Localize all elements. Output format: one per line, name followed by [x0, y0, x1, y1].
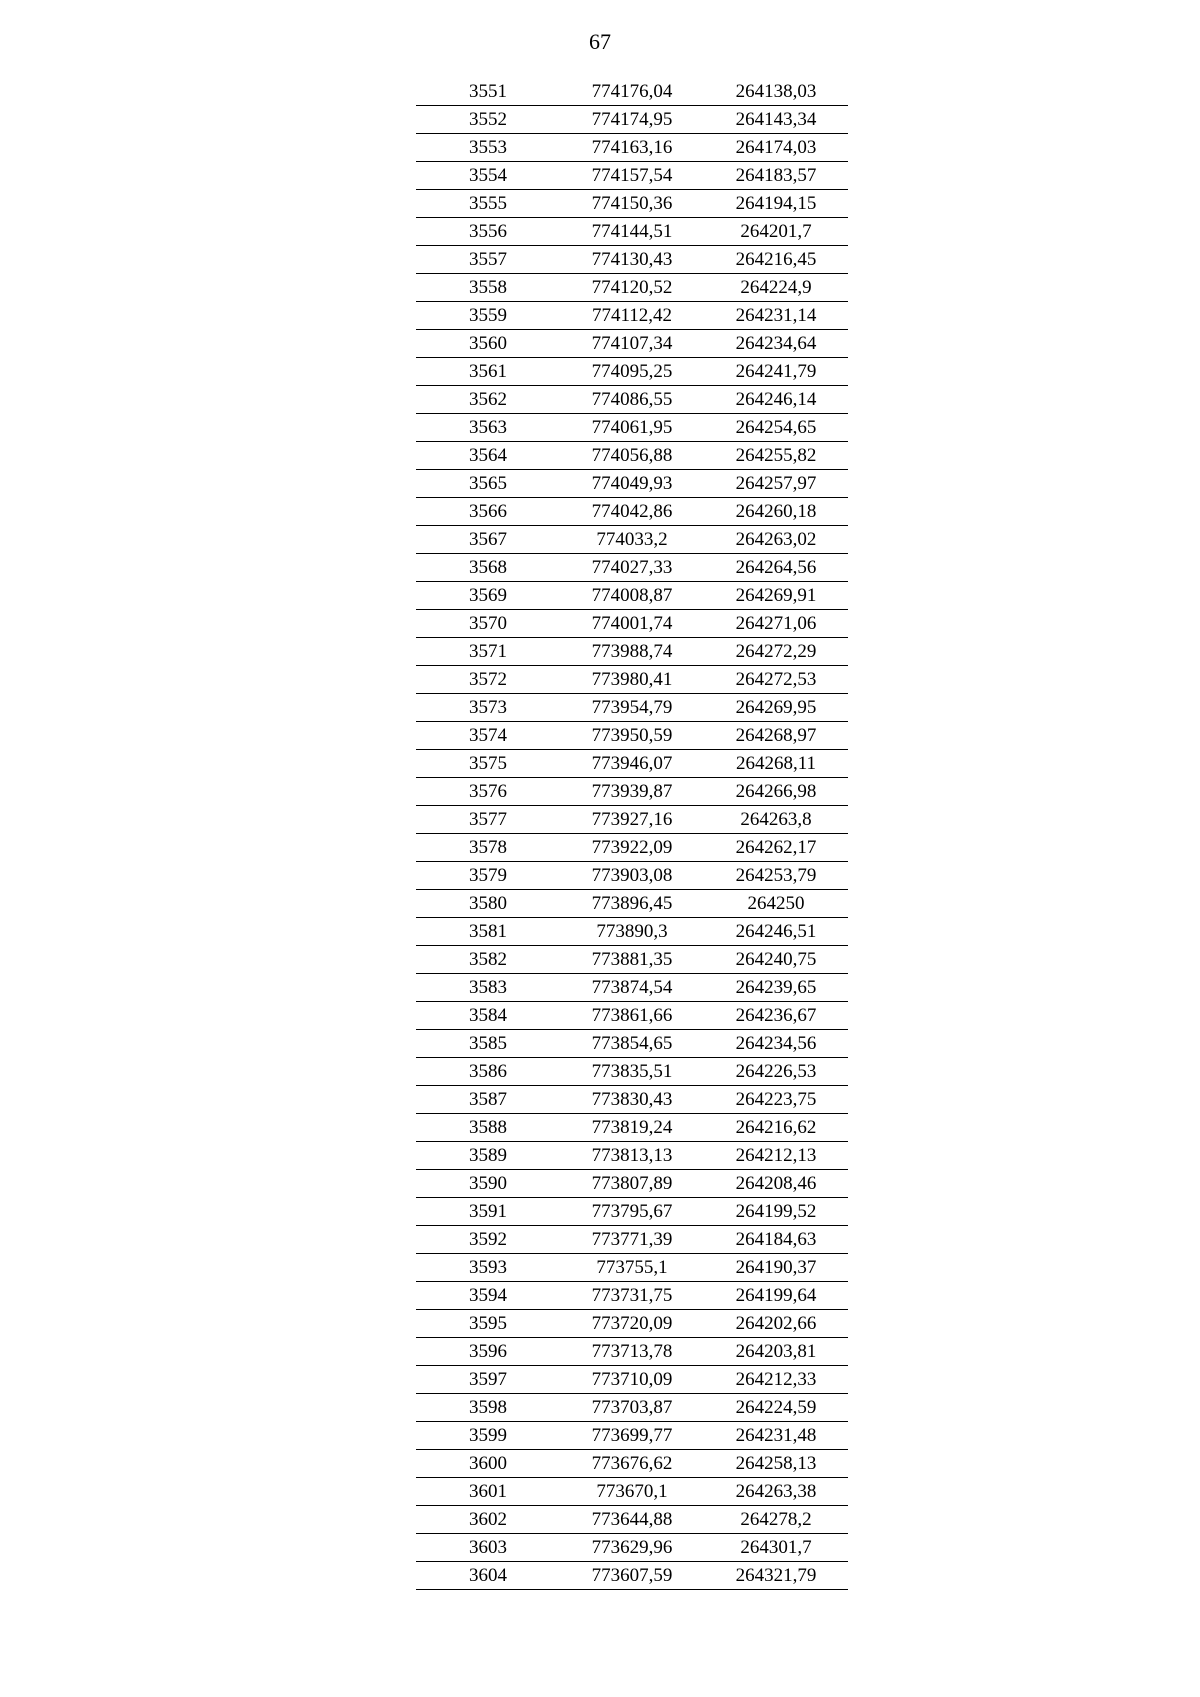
y-coordinate-cell: 264301,7: [704, 1534, 848, 1562]
x-coordinate-cell: 773890,3: [560, 918, 704, 946]
table-row: [416, 666, 848, 694]
table-row: [416, 974, 848, 1002]
x-coordinate-cell: 773676,62: [560, 1450, 704, 1478]
table-row: [416, 1198, 848, 1226]
point-number-cell: 3557: [416, 246, 560, 274]
point-number-cell: 3586: [416, 1058, 560, 1086]
x-coordinate-cell: 773607,59: [560, 1562, 704, 1590]
table-row: [416, 778, 848, 806]
x-coordinate-cell: 774056,88: [560, 442, 704, 470]
y-coordinate-cell: 264255,82: [704, 442, 848, 470]
x-coordinate-cell: 774157,54: [560, 162, 704, 190]
x-coordinate-cell: 773813,13: [560, 1142, 704, 1170]
table-row: [416, 806, 848, 834]
table-row: [416, 1422, 848, 1450]
x-coordinate-cell: 774150,36: [560, 190, 704, 218]
x-coordinate-cell: 774061,95: [560, 414, 704, 442]
x-coordinate-cell: 773807,89: [560, 1170, 704, 1198]
y-coordinate-cell: 264234,64: [704, 330, 848, 358]
table-row: [416, 1142, 848, 1170]
x-coordinate-cell: 774001,74: [560, 610, 704, 638]
table-row: [416, 442, 848, 470]
point-number-cell: 3576: [416, 778, 560, 806]
x-coordinate-cell: 774112,42: [560, 302, 704, 330]
point-number-cell: 3587: [416, 1086, 560, 1114]
point-number-cell: 3601: [416, 1478, 560, 1506]
x-coordinate-cell: 773939,87: [560, 778, 704, 806]
table-row: [416, 162, 848, 190]
point-number-cell: 3574: [416, 722, 560, 750]
y-coordinate-cell: 264268,11: [704, 750, 848, 778]
y-coordinate-cell: 264260,18: [704, 498, 848, 526]
x-coordinate-cell: 773629,96: [560, 1534, 704, 1562]
point-number-cell: 3570: [416, 610, 560, 638]
point-number-cell: 3594: [416, 1282, 560, 1310]
x-coordinate-cell: 774086,55: [560, 386, 704, 414]
point-number-cell: 3556: [416, 218, 560, 246]
table-row: [416, 1058, 848, 1086]
table-row: [416, 106, 848, 134]
point-number-cell: 3563: [416, 414, 560, 442]
x-coordinate-cell: 773980,41: [560, 666, 704, 694]
x-coordinate-cell: 773874,54: [560, 974, 704, 1002]
point-number-cell: 3582: [416, 946, 560, 974]
table-row: [416, 554, 848, 582]
table-row: [416, 1478, 848, 1506]
y-coordinate-cell: 264268,97: [704, 722, 848, 750]
x-coordinate-cell: 773927,16: [560, 806, 704, 834]
x-coordinate-cell: 773720,09: [560, 1310, 704, 1338]
y-coordinate-cell: 264201,7: [704, 218, 848, 246]
table-row: [416, 358, 848, 386]
y-coordinate-cell: 264138,03: [704, 78, 848, 106]
x-coordinate-cell: 773835,51: [560, 1058, 704, 1086]
y-coordinate-cell: 264272,29: [704, 638, 848, 666]
point-number-cell: 3580: [416, 890, 560, 918]
table-row: [416, 1338, 848, 1366]
x-coordinate-cell: 773950,59: [560, 722, 704, 750]
x-coordinate-cell: 774176,04: [560, 78, 704, 106]
point-number-cell: 3596: [416, 1338, 560, 1366]
x-coordinate-cell: 774174,95: [560, 106, 704, 134]
x-coordinate-cell: 773988,74: [560, 638, 704, 666]
point-number-cell: 3589: [416, 1142, 560, 1170]
point-number-cell: 3553: [416, 134, 560, 162]
coordinates-table: [416, 78, 848, 1590]
point-number-cell: 3583: [416, 974, 560, 1002]
point-number-cell: 3564: [416, 442, 560, 470]
point-number-cell: 3569: [416, 582, 560, 610]
x-coordinate-cell: 773922,09: [560, 834, 704, 862]
y-coordinate-cell: 264253,79: [704, 862, 848, 890]
table-row: [416, 498, 848, 526]
y-coordinate-cell: 264271,06: [704, 610, 848, 638]
point-number-cell: 3562: [416, 386, 560, 414]
x-coordinate-cell: 774107,34: [560, 330, 704, 358]
table-row: [416, 1394, 848, 1422]
y-coordinate-cell: 264143,34: [704, 106, 848, 134]
y-coordinate-cell: 264183,57: [704, 162, 848, 190]
x-coordinate-cell: 773861,66: [560, 1002, 704, 1030]
table-row: [416, 1534, 848, 1562]
x-coordinate-cell: 774008,87: [560, 582, 704, 610]
x-coordinate-cell: 774033,2: [560, 526, 704, 554]
y-coordinate-cell: 264203,81: [704, 1338, 848, 1366]
y-coordinate-cell: 264194,15: [704, 190, 848, 218]
point-number-cell: 3593: [416, 1254, 560, 1282]
point-number-cell: 3555: [416, 190, 560, 218]
point-number-cell: 3565: [416, 470, 560, 498]
table-row: [416, 582, 848, 610]
table-row: [416, 274, 848, 302]
x-coordinate-cell: 773881,35: [560, 946, 704, 974]
y-coordinate-cell: 264246,51: [704, 918, 848, 946]
x-coordinate-cell: 773703,87: [560, 1394, 704, 1422]
table-row: [416, 526, 848, 554]
y-coordinate-cell: 264212,33: [704, 1366, 848, 1394]
coordinates-table-body: [416, 78, 848, 1590]
y-coordinate-cell: 264263,8: [704, 806, 848, 834]
y-coordinate-cell: 264272,53: [704, 666, 848, 694]
point-number-cell: 3600: [416, 1450, 560, 1478]
y-coordinate-cell: 264216,45: [704, 246, 848, 274]
table-row: [416, 750, 848, 778]
page-number: 67: [589, 29, 611, 54]
point-number-cell: 3581: [416, 918, 560, 946]
point-number-cell: 3603: [416, 1534, 560, 1562]
table-row: [416, 834, 848, 862]
table-row: [416, 1310, 848, 1338]
point-number-cell: 3599: [416, 1422, 560, 1450]
table-row: [416, 1254, 848, 1282]
x-coordinate-cell: 773819,24: [560, 1114, 704, 1142]
point-number-cell: 3585: [416, 1030, 560, 1058]
x-coordinate-cell: 774163,16: [560, 134, 704, 162]
y-coordinate-cell: 264262,17: [704, 834, 848, 862]
point-number-cell: 3597: [416, 1366, 560, 1394]
y-coordinate-cell: 264231,14: [704, 302, 848, 330]
point-number-cell: 3551: [416, 78, 560, 106]
table-row: [416, 386, 848, 414]
point-number-cell: 3575: [416, 750, 560, 778]
x-coordinate-cell: 773946,07: [560, 750, 704, 778]
table-row: [416, 1226, 848, 1254]
x-coordinate-cell: 773710,09: [560, 1366, 704, 1394]
y-coordinate-cell: 264321,79: [704, 1562, 848, 1590]
x-coordinate-cell: 773731,75: [560, 1282, 704, 1310]
x-coordinate-cell: 773795,67: [560, 1198, 704, 1226]
table-row: [416, 946, 848, 974]
point-number-cell: 3591: [416, 1198, 560, 1226]
y-coordinate-cell: 264239,65: [704, 974, 848, 1002]
y-coordinate-cell: 264263,02: [704, 526, 848, 554]
table-row: [416, 246, 848, 274]
table-row: [416, 1450, 848, 1478]
y-coordinate-cell: 264174,03: [704, 134, 848, 162]
point-number-cell: 3602: [416, 1506, 560, 1534]
y-coordinate-cell: 264264,56: [704, 554, 848, 582]
y-coordinate-cell: 264263,38: [704, 1478, 848, 1506]
y-coordinate-cell: 264208,46: [704, 1170, 848, 1198]
table-row: [416, 694, 848, 722]
y-coordinate-cell: 264236,67: [704, 1002, 848, 1030]
point-number-cell: 3592: [416, 1226, 560, 1254]
point-number-cell: 3568: [416, 554, 560, 582]
table-row: [416, 1086, 848, 1114]
point-number-cell: 3572: [416, 666, 560, 694]
y-coordinate-cell: 264234,56: [704, 1030, 848, 1058]
point-number-cell: 3567: [416, 526, 560, 554]
table-row: [416, 1506, 848, 1534]
y-coordinate-cell: 264190,37: [704, 1254, 848, 1282]
y-coordinate-cell: 264254,65: [704, 414, 848, 442]
y-coordinate-cell: 264240,75: [704, 946, 848, 974]
table-row: [416, 1562, 848, 1590]
y-coordinate-cell: 264202,66: [704, 1310, 848, 1338]
point-number-cell: 3595: [416, 1310, 560, 1338]
table-row: [416, 890, 848, 918]
x-coordinate-cell: 773670,1: [560, 1478, 704, 1506]
y-coordinate-cell: 264223,75: [704, 1086, 848, 1114]
table-row: [416, 610, 848, 638]
x-coordinate-cell: 774095,25: [560, 358, 704, 386]
point-number-cell: 3604: [416, 1562, 560, 1590]
x-coordinate-cell: 773903,08: [560, 862, 704, 890]
table-row: [416, 330, 848, 358]
y-coordinate-cell: 264226,53: [704, 1058, 848, 1086]
point-number-cell: 3566: [416, 498, 560, 526]
table-row: [416, 134, 848, 162]
table-row: [416, 190, 848, 218]
table-row: [416, 862, 848, 890]
point-number-cell: 3571: [416, 638, 560, 666]
y-coordinate-cell: 264269,95: [704, 694, 848, 722]
table-row: [416, 1002, 848, 1030]
table-row: [416, 918, 848, 946]
y-coordinate-cell: 264246,14: [704, 386, 848, 414]
y-coordinate-cell: 264212,13: [704, 1142, 848, 1170]
x-coordinate-cell: 774027,33: [560, 554, 704, 582]
point-number-cell: 3561: [416, 358, 560, 386]
x-coordinate-cell: 774049,93: [560, 470, 704, 498]
point-number-cell: 3579: [416, 862, 560, 890]
y-coordinate-cell: 264257,97: [704, 470, 848, 498]
y-coordinate-cell: 264199,64: [704, 1282, 848, 1310]
y-coordinate-cell: 264184,63: [704, 1226, 848, 1254]
point-number-cell: 3584: [416, 1002, 560, 1030]
point-number-cell: 3577: [416, 806, 560, 834]
y-coordinate-cell: 264199,52: [704, 1198, 848, 1226]
y-coordinate-cell: 264266,98: [704, 778, 848, 806]
x-coordinate-cell: 773755,1: [560, 1254, 704, 1282]
point-number-cell: 3558: [416, 274, 560, 302]
point-number-cell: 3573: [416, 694, 560, 722]
point-number-cell: 3552: [416, 106, 560, 134]
y-coordinate-cell: 264224,59: [704, 1394, 848, 1422]
x-coordinate-cell: 773699,77: [560, 1422, 704, 1450]
x-coordinate-cell: 774130,43: [560, 246, 704, 274]
point-number-cell: 3554: [416, 162, 560, 190]
y-coordinate-cell: 264258,13: [704, 1450, 848, 1478]
x-coordinate-cell: 773854,65: [560, 1030, 704, 1058]
x-coordinate-cell: 773644,88: [560, 1506, 704, 1534]
y-coordinate-cell: 264241,79: [704, 358, 848, 386]
point-number-cell: 3588: [416, 1114, 560, 1142]
table-row: [416, 1170, 848, 1198]
table-row: [416, 218, 848, 246]
x-coordinate-cell: 773771,39: [560, 1226, 704, 1254]
table-row: [416, 470, 848, 498]
y-coordinate-cell: 264250: [704, 890, 848, 918]
table-row: [416, 1366, 848, 1394]
x-coordinate-cell: 774144,51: [560, 218, 704, 246]
table-row: [416, 1114, 848, 1142]
y-coordinate-cell: 264278,2: [704, 1506, 848, 1534]
point-number-cell: 3559: [416, 302, 560, 330]
x-coordinate-cell: 773954,79: [560, 694, 704, 722]
point-number-cell: 3560: [416, 330, 560, 358]
x-coordinate-cell: 773896,45: [560, 890, 704, 918]
table-row: [416, 1030, 848, 1058]
table-row: [416, 78, 848, 106]
x-coordinate-cell: 774042,86: [560, 498, 704, 526]
point-number-cell: 3590: [416, 1170, 560, 1198]
x-coordinate-cell: 774120,52: [560, 274, 704, 302]
table-row: [416, 638, 848, 666]
y-coordinate-cell: 264231,48: [704, 1422, 848, 1450]
y-coordinate-cell: 264269,91: [704, 582, 848, 610]
point-number-cell: 3578: [416, 834, 560, 862]
y-coordinate-cell: 264224,9: [704, 274, 848, 302]
table-row: [416, 722, 848, 750]
table-row: [416, 414, 848, 442]
table-row: [416, 302, 848, 330]
x-coordinate-cell: 773830,43: [560, 1086, 704, 1114]
point-number-cell: 3598: [416, 1394, 560, 1422]
table-row: [416, 1282, 848, 1310]
x-coordinate-cell: 773713,78: [560, 1338, 704, 1366]
y-coordinate-cell: 264216,62: [704, 1114, 848, 1142]
